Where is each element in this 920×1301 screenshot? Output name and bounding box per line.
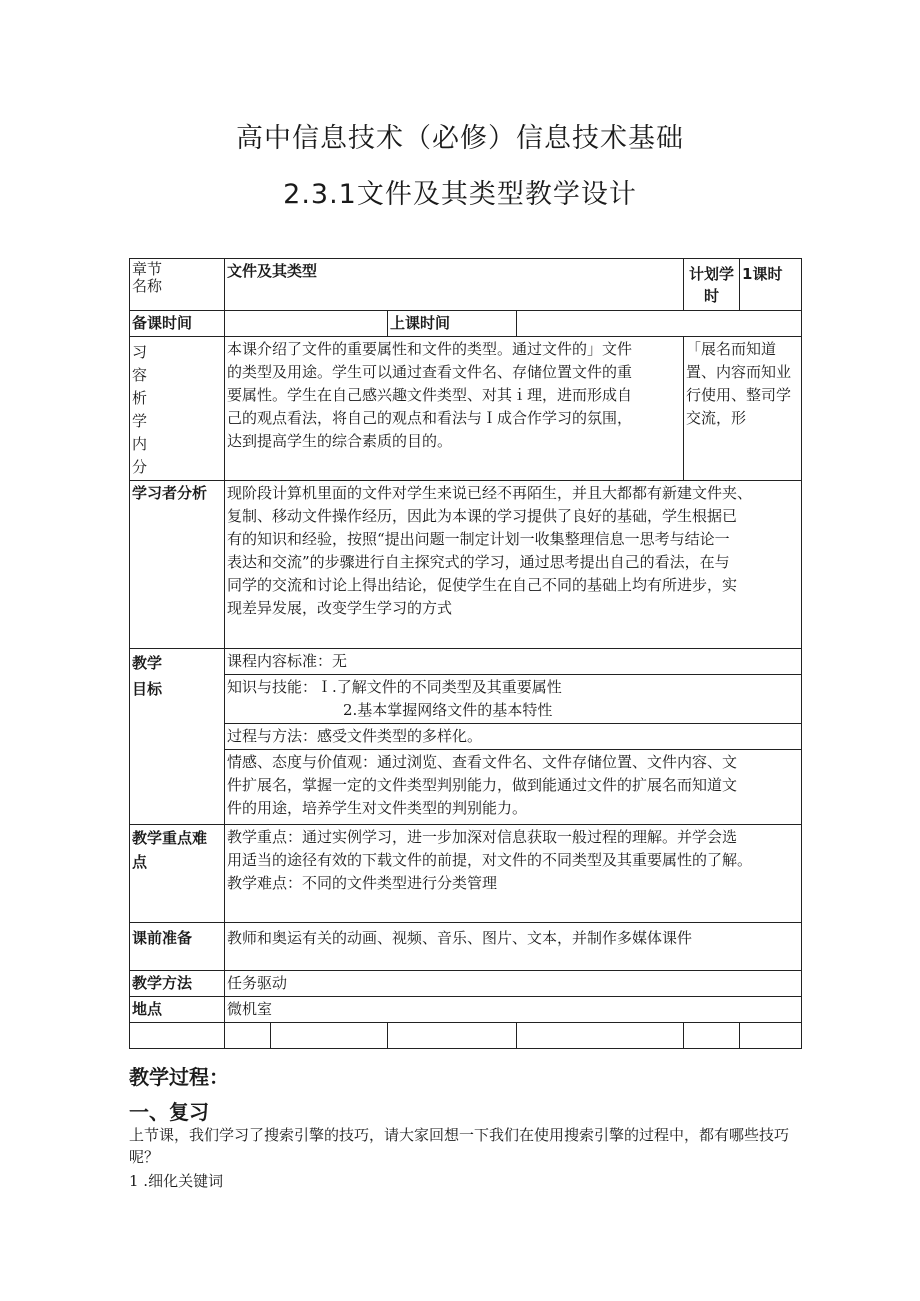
key-points-text: 教学重点：通过实例学习，进一步加深对信息获取一般过程的理解。并学会选 用适当的途径有效的下载文件的前提，对文件的不同类型及其重要属性的了解。 教学难点：不同的文件类型进行分类管理 (225, 825, 802, 923)
learner-analysis-text: 现阶段计算机里面的文件对学生来说已经不再陌生，并且大都都有新建文件夹、 复制、移动文件操作经历，因此为本课的学习提供了良好的基础，学生根据已 有的知识和经验，按照“提出问题一制定计划一收集整理信息一思考与结论一 表达和交流”的步骤进行自主探究式的学习，通过思考提出自己的看法，在与 同学的交流和讨论上得出结论，促使学生在自己不同的基础上均有所进步，实 现差异发展，改变学生学习的方式 (225, 481, 802, 649)
review-item-1: 1 .细化关键词 (129, 1172, 224, 1190)
empty-cell (388, 1023, 517, 1049)
content-analysis-text: 本课介绍了文件的重要属性和文件的类型。通过文件的」文件 的类型及用途。学生可以通过查看文件名、存储位置文件的重 要属性。学生在自己感兴趣文件类型、对其ｉ理，进而形成自 己的观点看法，将自己的观点和看法与Ｉ成合作学习的氛围， 达到提高学生的综合素质的目的。 (225, 337, 684, 481)
chapter-name-value: 文件及其类型 (225, 259, 684, 311)
class-time-label: 上课时间 (388, 311, 517, 337)
preparation-label: 课前准备 (130, 923, 225, 971)
empty-row (130, 1023, 802, 1049)
key-points-label: 教学重点难 点 (130, 825, 225, 923)
method-label: 教学方法 (130, 971, 225, 997)
empty-cell (517, 1023, 684, 1049)
method-text: 任务驱动 (225, 971, 802, 997)
document-title: 高中信息技术（必修）信息技术基础 (236, 123, 684, 154)
planned-hours-label: 计划学 时 (684, 259, 740, 311)
empty-cell (740, 1023, 802, 1049)
empty-cell (271, 1023, 388, 1049)
review-heading: 一、复习 (129, 1100, 209, 1124)
class-time-value (517, 311, 802, 337)
teaching-goals-label: 教学 目标 (130, 649, 225, 825)
lesson-plan-table (129, 258, 802, 1049)
goal-process: 过程与方法：感受文件类型的多样化。 (225, 724, 802, 750)
content-analysis-side-text: 「展名而知道 置、内容而知业 行使用、整司学 交流，形 (684, 337, 802, 481)
prep-time-label: 备课时间 (130, 311, 225, 337)
goal-knowledge: 知识与技能：Ｉ.了解文件的不同类型及其重要属性 2.基本掌握网络文件的基本特性 (225, 675, 802, 724)
learner-analysis-label: 学习者分析 (130, 481, 225, 649)
prep-time-value (225, 311, 388, 337)
process-heading: 教学过程： (129, 1065, 229, 1089)
goal-emotion: 情感、态度与价值观：通过浏览、查看文件名、文件存储位置、文件内容、文 件扩展名，掌握一定的文件类型判别能力，做到能通过文件的扩展名而知道文 件的用途，培养学生对文件类型的判别能力。 (225, 750, 802, 825)
empty-cell (225, 1023, 271, 1049)
empty-cell (684, 1023, 740, 1049)
planned-hours-value: 1课时 (740, 259, 802, 311)
goal-standard: 课程内容标准：无 (225, 649, 802, 675)
review-paragraph: 上节课，我们学习了搜索引擎的技巧，请大家回想一下我们在使用搜索引擎的过程中，都有哪些技巧呢？ (129, 1126, 790, 1166)
chapter-name-label: 章节 名称 (130, 259, 225, 311)
preparation-text: 教师和奥运有关的动画、视频、音乐、图片、文本，并制作多媒体课件 (225, 923, 802, 971)
empty-cell (130, 1023, 225, 1049)
content-analysis-label: 习 容 析 学 内 分 (130, 337, 225, 481)
place-text: 微机室 (225, 997, 802, 1023)
place-label: 地点 (130, 997, 225, 1023)
document-subtitle: 2.3.1文件及其类型教学设计 (283, 179, 637, 210)
